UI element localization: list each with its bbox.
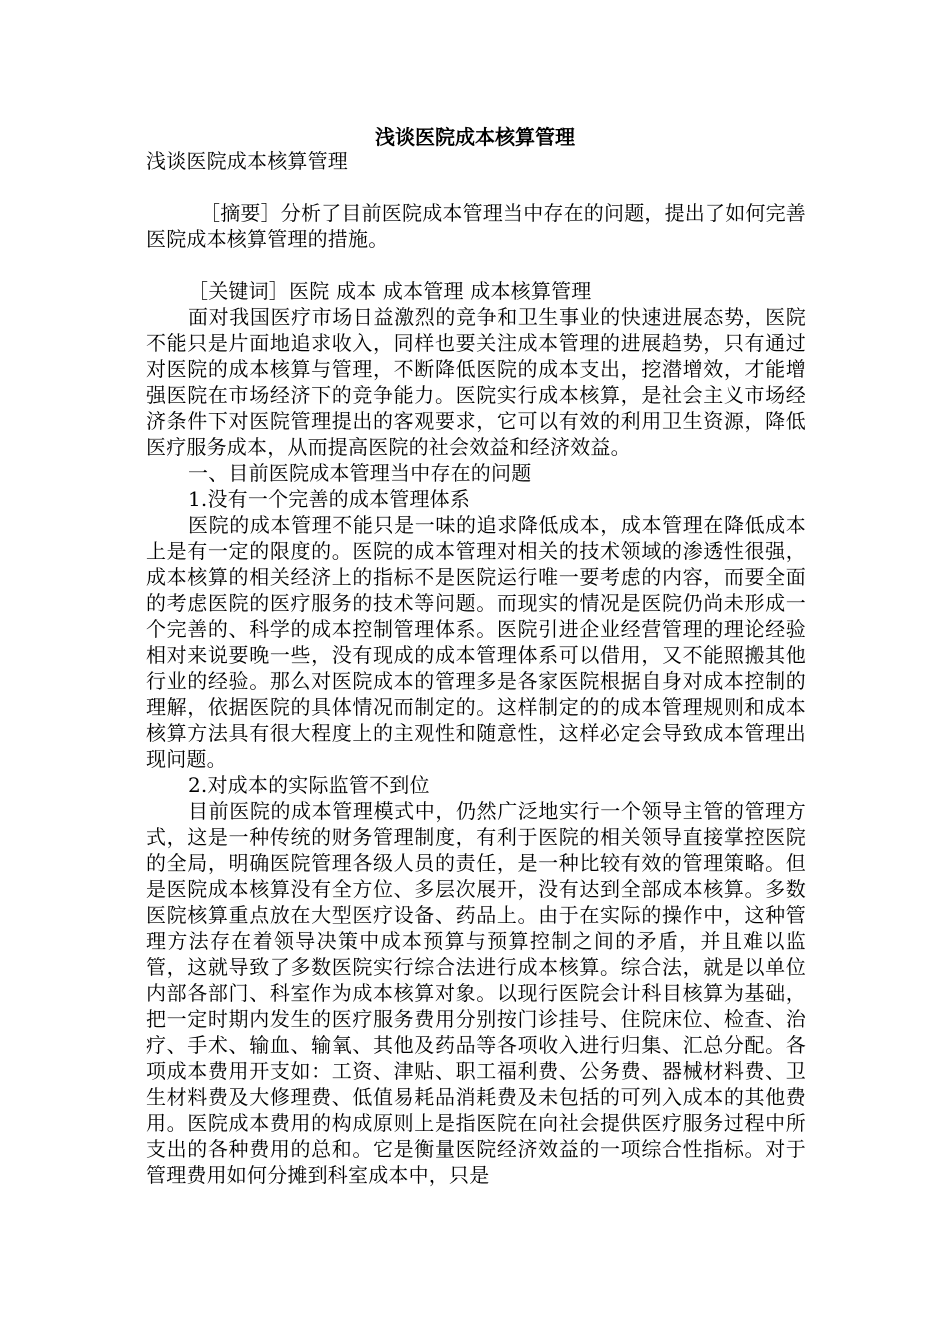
document-title: 浅谈医院成本核算管理: [375, 125, 575, 149]
document-subtitle: 浅谈医院成本核算管理: [146, 149, 348, 173]
subsection-heading-1: 1.没有一个完善的成本管理体系: [188, 487, 471, 511]
abstract-paragraph: ［摘要］分析了目前医院成本管理当中存在的问题，提出了如何完善医院成本核算管理的措施。: [146, 201, 806, 251]
subsection-heading-2: 2.对成本的实际监管不到位: [188, 773, 430, 797]
section-heading: 一、目前医院成本管理当中存在的问题: [188, 461, 532, 485]
subsection-1-paragraph: 医院的成本管理不能只是一味的追求降低成本，成本管理在降低成本上是有一定的限度的。医院的成本管理对相关的技术领域的渗透性很强，成本核算的相关经济上的指标不是医院运行唯一要考虑的内容，而要全面的考虑医院的医疗服务的技术等问题。而现实的情况是医院仍尚未形成一个完善的、科学的成本控制管理体系。医院引进企业经营管理的理论经验相对来说要晚一些，没有现成的成本管理体系可以借用，又不能照搬其他行业的经验。那么对医院成本的管理多是各家医院根据自身对成本控制的理解，依据医院的具体情况而制定的。这样制定的的成本管理规则和成本核算方法具有很大程度上的主观性和随意性，这样必定会导致成本管理出现问题。: [146, 513, 806, 771]
document-body: [146, 148, 806, 1188]
blank-line: [146, 252, 806, 278]
intro-paragraph: 面对我国医疗市场日益激烈的竞争和卫生事业的快速进展态势，医院不能只是片面地追求收入，同样也要关注成本管理的进展趋势，只有通过对医院的成本核算与管理，不断降低医院的成本支出，挖潜增效，才能增强医院在市场经济下的竞争能力。医院实行成本核算，是社会主义市场经济条件下对医院管理提出的客观要求，它可以有效的利用卫生资源，降低医疗服务成本，从而提高医院的社会效益和经济效益。: [146, 305, 806, 459]
subsection-2-paragraph: 目前医院的成本管理模式中，仍然广泛地实行一个领导主管的管理方式，这是一种传统的财务管理制度，有利于医院的相关领导直接掌控医院的全局，明确医院管理各级人员的责任，是一种比较有效的管理策略。但是医院成本核算没有全方位、多层次展开，没有达到全部成本核算。多数医院核算重点放在大型医疗设备、药品上。由于在实际的操作中，这种管理方法存在着领导决策中成本预算与预算控制之间的矛盾，并且难以监管，这就导致了多数医院实行综合法进行成本核算。综合法，就是以单位内部各部门、科室作为成本核算对象。以现行医院会计科目核算为基础，把一定时期内发生的医疗服务费用分别按门诊挂号、住院床位、检查、治疗、手术、输血、输氧、其他及药品等各项收入进行归集、汇总分配。各项成本费用开支如：工资、津贴、职工福利费、公务费、器械材料费、卫生材料费及大修理费、低值易耗品消耗费及未包括的可列入成本的其他费用。医院成本费用的构成原则上是指医院在向社会提供医疗服务过程中所支出的各种费用的总和。它是衡量医院经济效益的一项综合性指标。对于管理费用如何分摊到科室成本中，只是: [146, 799, 806, 1187]
blank-line: [146, 174, 806, 200]
keywords-paragraph: ［关键词］医院 成本 成本管理 成本核算管理: [188, 279, 592, 303]
